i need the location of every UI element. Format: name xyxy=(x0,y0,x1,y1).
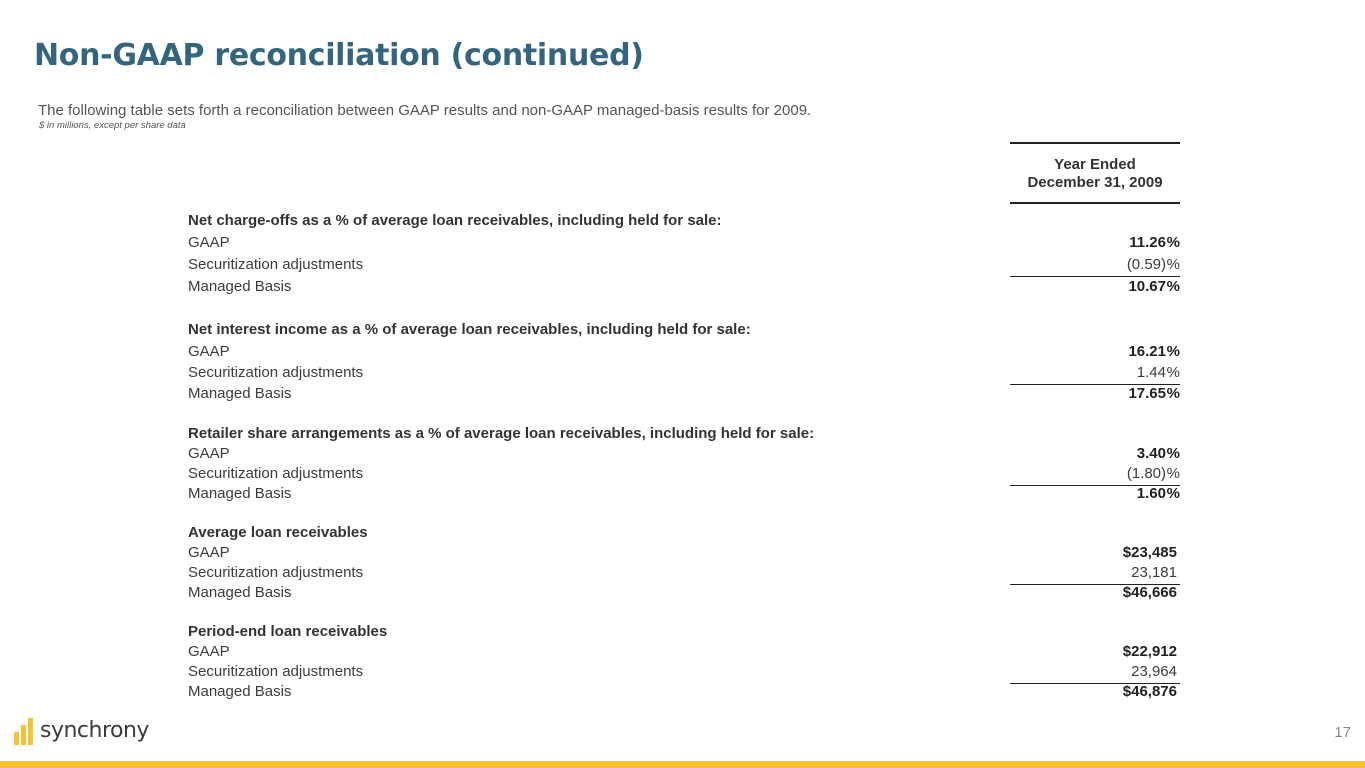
value-number: 1.60 xyxy=(1136,485,1166,502)
row-label: Securitization adjustments xyxy=(188,256,364,273)
value-number: 23,181 xyxy=(1131,564,1177,581)
table-row xyxy=(188,234,1180,254)
row-value xyxy=(1010,544,1180,564)
row-label: GAAP xyxy=(188,343,230,360)
row-value xyxy=(1010,445,1180,465)
slide-subtitle: The following table sets forth a reconciliation between GAAP results and non-GAAP managed-basis results for 2009. xyxy=(38,102,812,119)
section-heading xyxy=(188,425,1180,445)
row-value xyxy=(1010,234,1180,254)
row-value xyxy=(1010,643,1180,663)
column-header xyxy=(1010,142,1180,204)
row-value xyxy=(1010,663,1180,684)
value-number: 10.67 xyxy=(1128,278,1166,295)
value-number: $23,485 xyxy=(1122,544,1177,561)
footer-accent-bar xyxy=(0,761,1365,768)
section-heading-label: Period-end loan receivables xyxy=(188,623,388,640)
value-suffix: % xyxy=(1166,256,1180,273)
value-suffix: % xyxy=(1166,343,1180,360)
table-row xyxy=(188,465,1180,485)
table-row xyxy=(188,385,1180,405)
table-row xyxy=(188,663,1180,683)
value-number: (1.80) xyxy=(1126,465,1166,482)
value-suffix: % xyxy=(1166,465,1180,482)
row-value xyxy=(1010,278,1180,298)
table-row xyxy=(188,584,1180,604)
row-label: Managed Basis xyxy=(188,485,292,502)
column-header-line1: Year Ended xyxy=(1054,156,1136,173)
table-row xyxy=(188,445,1180,465)
table-row xyxy=(188,683,1180,703)
value-suffix: % xyxy=(1166,234,1180,251)
logo-mark-icon xyxy=(14,732,19,745)
table-row xyxy=(188,364,1180,384)
table-row xyxy=(188,278,1180,298)
value-number: 11.26 xyxy=(1129,234,1166,251)
row-value xyxy=(1010,683,1180,703)
value-number: 23,964 xyxy=(1131,663,1177,680)
page-number: 17 xyxy=(1334,724,1351,741)
section-heading xyxy=(188,524,1180,544)
value-suffix: % xyxy=(1166,364,1180,381)
row-label: GAAP xyxy=(188,643,230,660)
row-label: Securitization adjustments xyxy=(188,465,364,482)
synchrony-logo xyxy=(14,718,154,748)
row-label: Managed Basis xyxy=(188,683,292,700)
row-label: Securitization adjustments xyxy=(188,564,364,581)
row-value xyxy=(1010,385,1180,405)
row-value xyxy=(1010,343,1180,363)
value-number: 16.21 xyxy=(1128,343,1166,360)
table-row xyxy=(188,343,1180,363)
row-value xyxy=(1010,564,1180,585)
table-row xyxy=(188,256,1180,276)
section-heading xyxy=(188,212,1180,232)
logo-wordmark: synchrony xyxy=(40,718,149,743)
value-suffix: % xyxy=(1166,385,1180,402)
table-row xyxy=(188,643,1180,663)
table-row xyxy=(188,485,1180,505)
logo-mark-icon xyxy=(21,725,26,745)
value-number: $46,666 xyxy=(1122,584,1177,601)
row-label: Securitization adjustments xyxy=(188,364,364,381)
row-label: GAAP xyxy=(188,544,230,561)
value-suffix: % xyxy=(1166,278,1180,295)
value-number: 3.40 xyxy=(1136,445,1166,462)
table-row xyxy=(188,544,1180,564)
section-heading xyxy=(188,321,1180,341)
row-value xyxy=(1010,256,1180,277)
row-label: Managed Basis xyxy=(188,385,292,402)
row-label: GAAP xyxy=(188,234,230,251)
value-number: (0.59) xyxy=(1126,256,1166,273)
row-label: Securitization adjustments xyxy=(188,663,364,680)
value-number: 1.44 xyxy=(1136,364,1166,381)
value-number: $22,912 xyxy=(1122,643,1177,660)
logo-mark-icon xyxy=(28,718,33,745)
row-value xyxy=(1010,465,1180,486)
value-number: 17.65 xyxy=(1128,385,1166,402)
section-heading-label: Average loan receivables xyxy=(188,524,368,541)
row-label: Managed Basis xyxy=(188,584,292,601)
value-number: $46,876 xyxy=(1122,683,1177,700)
section-heading-label: Net interest income as a % of average loan receivables, including held for sale: xyxy=(188,321,751,338)
row-value xyxy=(1010,485,1180,505)
row-value xyxy=(1010,364,1180,385)
units-note: $ in millions, except per share data xyxy=(39,120,186,131)
table-row xyxy=(188,564,1180,584)
row-label: GAAP xyxy=(188,445,230,462)
row-label: Managed Basis xyxy=(188,278,292,295)
section-heading xyxy=(188,623,1180,643)
slide-title: Non-GAAP reconciliation (continued) xyxy=(34,38,644,73)
section-heading-label: Net charge-offs as a % of average loan receivables, including held for sale: xyxy=(188,212,722,229)
section-heading-label: Retailer share arrangements as a % of average loan receivables, including held for sale: xyxy=(188,425,815,442)
value-suffix: % xyxy=(1166,485,1180,502)
row-value xyxy=(1010,584,1180,604)
value-suffix: % xyxy=(1166,445,1180,462)
column-header-line2: December 31, 2009 xyxy=(1027,174,1163,191)
